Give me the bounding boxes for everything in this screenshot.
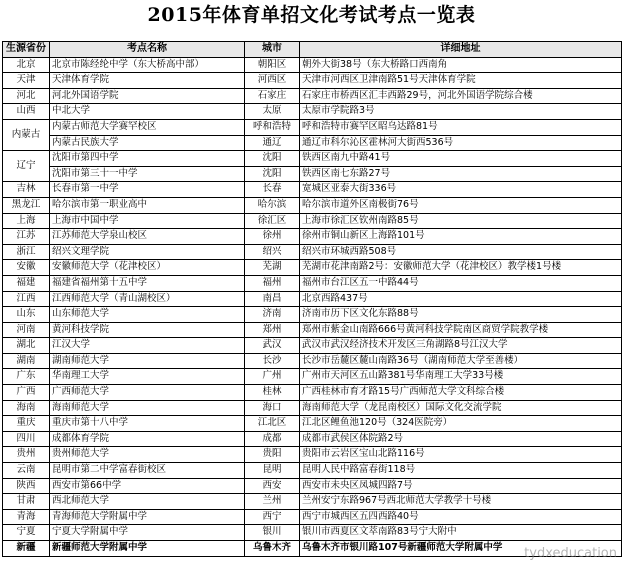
table-row xyxy=(3,244,622,260)
table-row xyxy=(3,369,622,385)
cell-address: 西宁市城西区五四西路40号 xyxy=(300,509,622,525)
cell-city: 郑州 xyxy=(245,322,300,338)
table-row xyxy=(3,431,622,447)
cell-address: 广西桂林市育才路15号广西师范大学文科综合楼 xyxy=(300,385,622,401)
cell-province: 甘肃 xyxy=(3,494,50,510)
header-province: 生源省份 xyxy=(3,42,50,58)
cell-address: 通辽市科尔沁区霍林河大街西536号 xyxy=(300,135,622,151)
table-row xyxy=(3,322,622,338)
cell-city: 昆明 xyxy=(245,463,300,479)
cell-address: 朝外大街38号（东大桥路口西南角 xyxy=(300,57,622,73)
cell-site: 沈阳市第三十一中学 xyxy=(50,166,245,182)
cell-address: 乌鲁木齐市银川路107号新疆师范大学附属中学 xyxy=(300,541,622,557)
cell-site: 江汉大学 xyxy=(50,338,245,354)
cell-site: 北京市陈经纶中学（东大桥高中部） xyxy=(50,57,245,73)
cell-province: 吉林 xyxy=(3,182,50,198)
cell-province: 贵州 xyxy=(3,447,50,463)
cell-city: 江北区 xyxy=(245,416,300,432)
cell-site: 新疆师范大学附属中学 xyxy=(50,541,245,557)
header-site: 考点名称 xyxy=(50,42,245,58)
cell-province: 青海 xyxy=(3,509,50,525)
cell-city: 兰州 xyxy=(245,494,300,510)
cell-address: 哈尔滨市道外区南极街76号 xyxy=(300,197,622,213)
cell-province: 黑龙江 xyxy=(3,197,50,213)
cell-address: 绍兴市环城西路508号 xyxy=(300,244,622,260)
cell-province: 湖北 xyxy=(3,338,50,354)
cell-site: 湖南师范大学 xyxy=(50,353,245,369)
watermark: tydxeducation xyxy=(524,546,617,561)
cell-address: 贵阳市云岩区宝山北路116号 xyxy=(300,447,622,463)
cell-province: 安徽 xyxy=(3,260,50,276)
header-city: 城市 xyxy=(245,42,300,58)
table-row xyxy=(3,260,622,276)
cell-site: 沈阳市第四中学 xyxy=(50,151,245,167)
page-title: 2015年体育单招文化考试考点一览表 xyxy=(147,4,476,26)
table-row xyxy=(3,88,622,104)
cell-province: 四川 xyxy=(3,431,50,447)
cell-city: 南昌 xyxy=(245,291,300,307)
cell-address: 铁西区南七东路27号 xyxy=(300,166,622,182)
cell-address: 上海市徐汇区钦州南路85号 xyxy=(300,213,622,229)
cell-site: 哈尔滨市第一职业高中 xyxy=(50,197,245,213)
cell-site: 江苏师范大学泉山校区 xyxy=(50,229,245,245)
table-row xyxy=(3,151,622,167)
cell-city: 沈阳 xyxy=(245,151,300,167)
table-row xyxy=(3,166,622,182)
cell-province: 江西 xyxy=(3,291,50,307)
cell-site: 中北大学 xyxy=(50,104,245,120)
table-row xyxy=(3,353,622,369)
table-row xyxy=(3,416,622,432)
cell-site: 西北师范大学 xyxy=(50,494,245,510)
table-row xyxy=(3,338,622,354)
cell-site: 江西师范大学（青山湖校区） xyxy=(50,291,245,307)
cell-address: 武汉市武汉经济技术开发区三角湖路8号江汉大学 xyxy=(300,338,622,354)
table-row xyxy=(3,197,622,213)
table-row xyxy=(3,509,622,525)
cell-address: 宽城区亚泰大街336号 xyxy=(300,182,622,198)
header-address: 详细地址 xyxy=(300,42,622,58)
cell-province: 浙江 xyxy=(3,244,50,260)
cell-city: 乌鲁木齐 xyxy=(245,541,300,557)
cell-address: 济南市历下区文化东路88号 xyxy=(300,307,622,323)
cell-city: 桂林 xyxy=(245,385,300,401)
cell-province: 湖南 xyxy=(3,353,50,369)
cell-site: 海南师范大学 xyxy=(50,400,245,416)
cell-province: 江苏 xyxy=(3,229,50,245)
cell-city: 广州 xyxy=(245,369,300,385)
cell-address: 西安市未央区凤城四路7号 xyxy=(300,478,622,494)
cell-city: 银川 xyxy=(245,525,300,541)
cell-address: 呼和浩特市赛罕区昭乌达路81号 xyxy=(300,119,622,135)
cell-province: 河北 xyxy=(3,88,50,104)
cell-site: 天津体育学院 xyxy=(50,73,245,89)
cell-address: 天津市河西区卫津南路51号天津体育学院 xyxy=(300,73,622,89)
cell-address: 徐州市铜山新区上海路101号 xyxy=(300,229,622,245)
cell-city: 海口 xyxy=(245,400,300,416)
cell-address: 海南师范大学（龙昆南校区）国际文化交流学院 xyxy=(300,400,622,416)
cell-city: 石家庄 xyxy=(245,88,300,104)
cell-city: 朝阳区 xyxy=(245,57,300,73)
cell-site: 贵州师范大学 xyxy=(50,447,245,463)
cell-address: 芜湖市花津南路2号：安徽师范大学（花津校区）教学楼1号楼 xyxy=(300,260,622,276)
cell-site: 绍兴文理学院 xyxy=(50,244,245,260)
cell-city: 哈尔滨 xyxy=(245,197,300,213)
table-row xyxy=(3,135,622,151)
cell-address: 长沙市岳麓区麓山南路36号（湖南师范大学至善楼） xyxy=(300,353,622,369)
table-row xyxy=(3,447,622,463)
cell-city: 西安 xyxy=(245,478,300,494)
cell-city: 徐州 xyxy=(245,229,300,245)
cell-address: 郑州市紫金山南路666号黄河科技学院南区商贸学院教学楼 xyxy=(300,322,622,338)
cell-province: 天津 xyxy=(3,73,50,89)
cell-province: 辽宁 xyxy=(3,151,50,182)
cell-address: 兰州安宁东路967号西北师范大学教学十号楼 xyxy=(300,494,622,510)
cell-province: 北京 xyxy=(3,57,50,73)
table-row xyxy=(3,104,622,120)
cell-province: 陕西 xyxy=(3,478,50,494)
table-row xyxy=(3,182,622,198)
table-row xyxy=(3,307,622,323)
cell-site: 福建省福州第十五中学 xyxy=(50,275,245,291)
cell-address: 银川市西夏区文萃南路83号宁大附中 xyxy=(300,525,622,541)
cell-city: 徐汇区 xyxy=(245,213,300,229)
table-row xyxy=(3,400,622,416)
cell-site: 内蒙古师范大学赛罕校区 xyxy=(50,119,245,135)
cell-site: 安徽师范大学（花津校区） xyxy=(50,260,245,276)
cell-site: 重庆市第十八中学 xyxy=(50,416,245,432)
cell-province: 河南 xyxy=(3,322,50,338)
table-row xyxy=(3,213,622,229)
cell-site: 广西师范大学 xyxy=(50,385,245,401)
cell-province: 云南 xyxy=(3,463,50,479)
cell-city: 芜湖 xyxy=(245,260,300,276)
cell-site: 河北外国语学院 xyxy=(50,88,245,104)
cell-site: 成都体育学院 xyxy=(50,431,245,447)
cell-address: 石家庄市桥西区汇丰西路29号，河北外国语学院综合楼 xyxy=(300,88,622,104)
cell-city: 济南 xyxy=(245,307,300,323)
table-row xyxy=(3,73,622,89)
cell-site: 上海市中国中学 xyxy=(50,213,245,229)
exam-site-table xyxy=(2,41,622,557)
cell-site: 山东师范大学 xyxy=(50,307,245,323)
table-row xyxy=(3,463,622,479)
cell-address: 太原市学院路3号 xyxy=(300,104,622,120)
table-row xyxy=(3,494,622,510)
cell-province: 广西 xyxy=(3,385,50,401)
table-header-row xyxy=(3,42,622,58)
cell-city: 河西区 xyxy=(245,73,300,89)
cell-province: 广东 xyxy=(3,369,50,385)
table-row xyxy=(3,119,622,135)
cell-address: 成都市武侯区体院路2号 xyxy=(300,431,622,447)
cell-site: 内蒙古民族大学 xyxy=(50,135,245,151)
cell-city: 西宁 xyxy=(245,509,300,525)
cell-city: 长沙 xyxy=(245,353,300,369)
table-row xyxy=(3,385,622,401)
cell-address: 昆明人民中路富春街118号 xyxy=(300,463,622,479)
cell-site: 长春市第一中学 xyxy=(50,182,245,198)
cell-province: 山东 xyxy=(3,307,50,323)
cell-address: 福州市台江区五一中路44号 xyxy=(300,275,622,291)
table-row xyxy=(3,229,622,245)
cell-province: 福建 xyxy=(3,275,50,291)
table-row xyxy=(3,291,622,307)
cell-province: 海南 xyxy=(3,400,50,416)
cell-city: 长春 xyxy=(245,182,300,198)
cell-city: 太原 xyxy=(245,104,300,120)
cell-province: 山西 xyxy=(3,104,50,120)
cell-province: 宁夏 xyxy=(3,525,50,541)
cell-site: 华南理工大学 xyxy=(50,369,245,385)
cell-province: 内蒙古 xyxy=(3,119,50,150)
cell-province: 新疆 xyxy=(3,541,50,557)
cell-address: 铁西区南九中路41号 xyxy=(300,151,622,167)
cell-site: 青海师范大学附属中学 xyxy=(50,509,245,525)
cell-site: 西安市第66中学 xyxy=(50,478,245,494)
cell-address: 北京西路437号 xyxy=(300,291,622,307)
cell-province: 上海 xyxy=(3,213,50,229)
cell-city: 成都 xyxy=(245,431,300,447)
table-row xyxy=(3,541,622,557)
cell-city: 贵阳 xyxy=(245,447,300,463)
cell-city: 呼和浩特 xyxy=(245,119,300,135)
cell-address: 江北区鲤鱼池120号（324医院旁） xyxy=(300,416,622,432)
table-row xyxy=(3,478,622,494)
cell-city: 通辽 xyxy=(245,135,300,151)
table-row xyxy=(3,525,622,541)
cell-city: 福州 xyxy=(245,275,300,291)
cell-province: 重庆 xyxy=(3,416,50,432)
table-row xyxy=(3,275,622,291)
cell-city: 绍兴 xyxy=(245,244,300,260)
cell-city: 武汉 xyxy=(245,338,300,354)
table-row xyxy=(3,57,622,73)
cell-site: 黄河科技学院 xyxy=(50,322,245,338)
cell-city: 沈阳 xyxy=(245,166,300,182)
cell-address: 广州市天河区五山路381号华南理工大学33号楼 xyxy=(300,369,622,385)
cell-site: 宁夏大学附属中学 xyxy=(50,525,245,541)
cell-site: 昆明市第二中学富春街校区 xyxy=(50,463,245,479)
